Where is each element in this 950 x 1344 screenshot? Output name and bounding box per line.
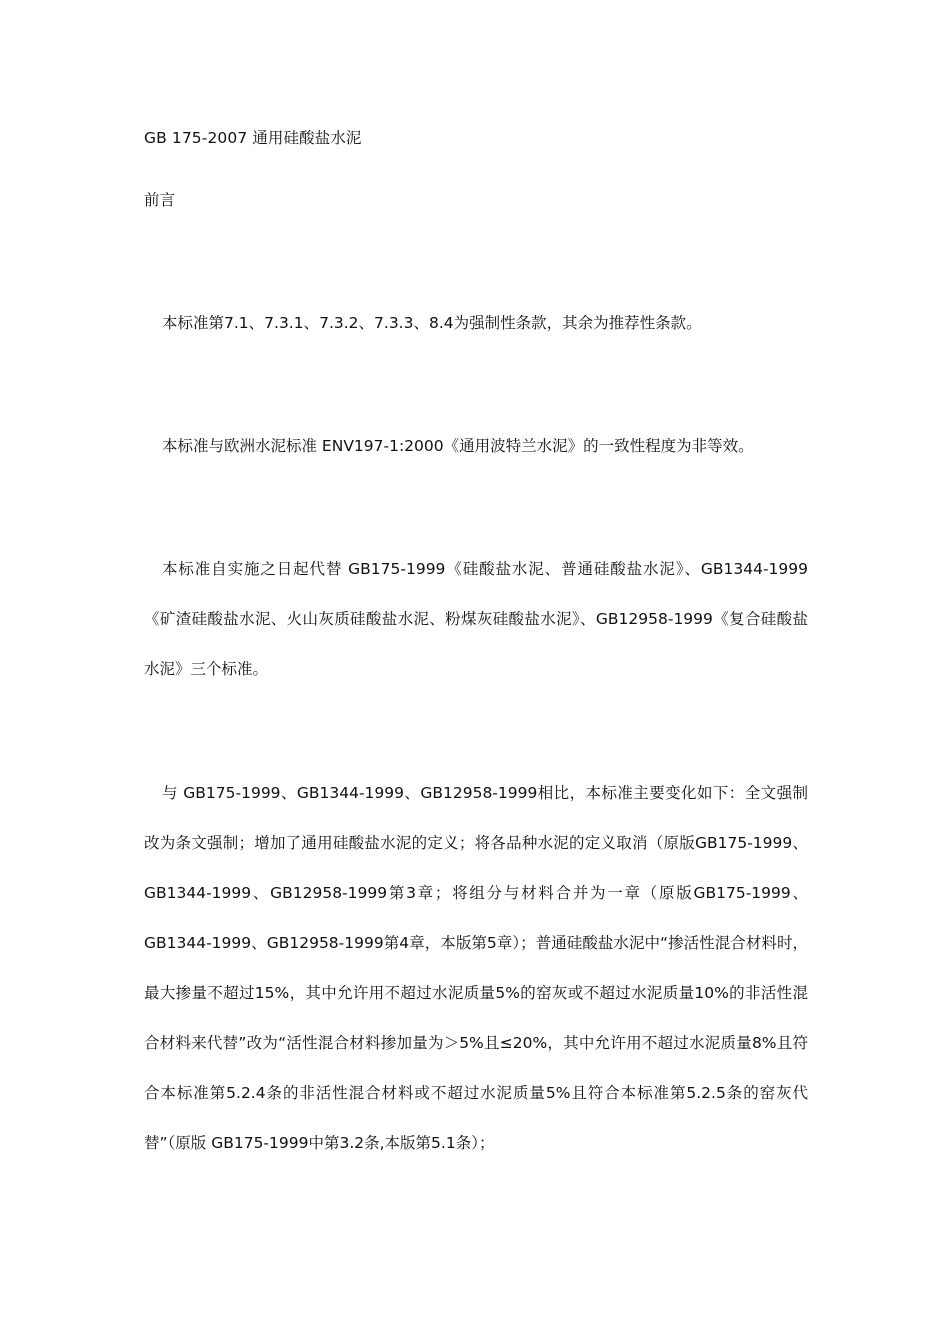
paragraph-consistency: 本标准与欧洲水泥标准 ENV197-1:2000《通用波特兰水泥》的一致性程度为非等效。 [162,437,754,455]
paragraph-replacement: 本标准自实施之日起代替 GB175-1999《硅酸盐水泥、普通硅酸盐水泥》、GB1344-1999《矿渣硅酸盐水泥、火山灰质硅酸盐水泥、粉煤灰硅酸盐水泥》、GB12958-1999《复合硅酸盐水泥》三个标准。 [144,560,808,678]
paragraph-mandatory-clauses: 本标准第7.1、7.3.1、7.3.2、7.3.3、8.4为强制性条款，其余为推荐性条款。 [162,314,702,332]
section-heading-foreword: 前言 [144,191,176,209]
document-title: GB 175-2007 通用硅酸盐水泥 [144,129,362,147]
paragraph-main-changes: 与 GB175-1999、GB1344-1999、GB12958-1999相比，本标准主要变化如下：全文强制改为条文强制；增加了通用硅酸盐水泥的定义；将各品种水泥的定义取消（原版GB175-1999、GB1344-1999、GB12958-1999第3章；将组分与材料合并为一章（原版GB175-1999、GB1344-1999、GB12958-1999第4章，本版第5章）；普通硅酸盐水泥中“掺活性混合材料时，最大掺量不超过15%，其中允许用不超过水泥质量5%的窑灰或不超过水泥质量10%的非活性混合材料来代替”改为“活性混合材料掺加量为＞5%且≤20%，其中允许用不超过水泥质量8%且符合本标准第5.2.4条的非活性混合材料或不超过水泥质量5%且符合本标准第5.2.5条的窑灰代替”（原版 GB175-1999中第3.2条,本版第5.1条）； [144,784,808,1152]
